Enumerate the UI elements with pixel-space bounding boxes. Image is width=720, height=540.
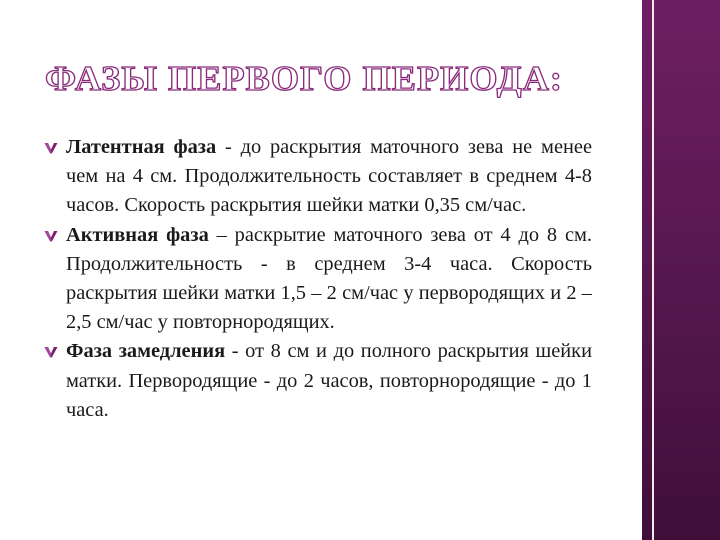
decorative-side-bar <box>642 0 720 540</box>
phase-term: Активная фаза <box>66 223 209 246</box>
list-item-deceleration-phase <box>44 337 592 425</box>
phase-description: – раскрытие маточного зева от 4 до 8 см. Продолжительность - в среднем 3-4 часа. Скорость раскрытия шейки матки 1,5 – 2 см/час у первородящих и 2 – 2,5 см/час у повторнородящих. <box>66 223 592 334</box>
phase-description: - до раскрытия маточного зева не менее чем на 4 см. Продолжительность составляет в среднем 4-8 часов. Скорость раскрытия шейки матки 0,35 см/час. <box>66 136 593 217</box>
list-item-latent-phase <box>44 133 592 221</box>
list-item-active-phase <box>44 221 592 338</box>
decorative-side-line <box>652 0 654 540</box>
phase-term: Латентная фаза <box>66 136 217 158</box>
slide-title-text: ФАЗЫ ПЕРВОГО ПЕРИОДА: <box>45 59 563 98</box>
checkmark-v-icon <box>44 346 58 358</box>
checkmark-v-icon <box>44 142 58 154</box>
slide-title <box>45 54 605 98</box>
bullet-list <box>44 133 592 425</box>
phase-term: Фаза замедления <box>66 340 226 363</box>
phase-description: - от 8 см и до полного раскрытия шейки матки. Первородящие - до 2 часов, повторнородящие - до 1 часа. <box>66 340 592 421</box>
checkmark-v-icon <box>44 230 58 242</box>
